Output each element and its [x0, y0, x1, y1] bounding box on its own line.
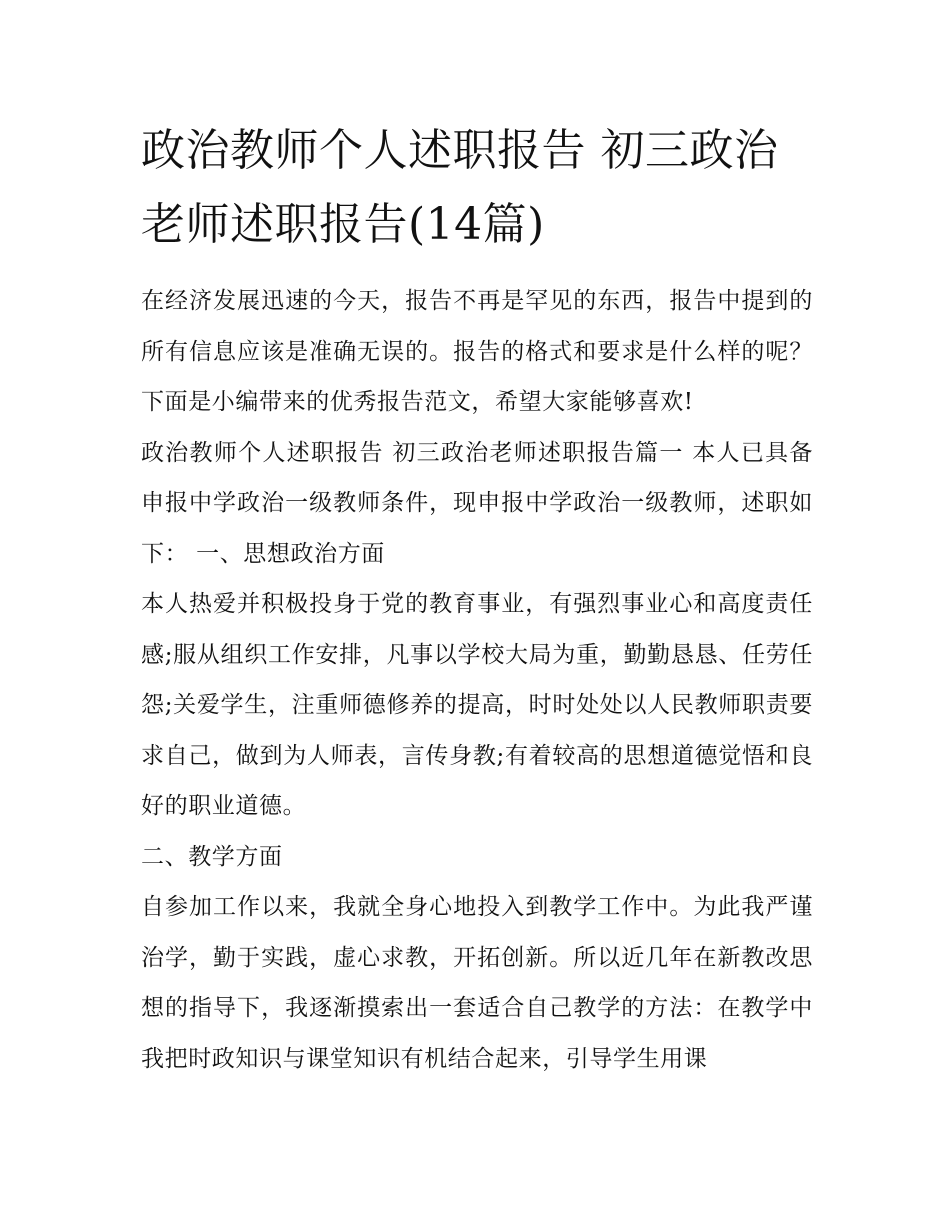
document-title: 政治教师个人述职报告 初三政治老师述职报告(14篇)	[141, 125, 779, 250]
paragraph-ideology: 本人热爱并积极投身于党的教育事业，有强烈事业心和高度责任感;服从组织工作安排，凡事以学校大局为重，勤勤恳恳、任劳任怨;关爱学生，注重师德修养的提高，时时处处以人民教师职责要求自己，做到为人师表，言传身教;有着较高的思想道德觉悟和良好的职业道德。	[141, 591, 813, 819]
paragraph-report-opening: 政治教师个人述职报告 初三政治老师述职报告篇一 本人已具备申报中学政治一级教师条件，现申报中学政治一级教师，述职如下： 一、思想政治方面	[141, 439, 813, 567]
section-heading-teaching: 二、教学方面	[141, 843, 283, 870]
paragraph-intro: 在经济发展迅速的今天，报告不再是罕见的东西，报告中提到的所有信息应该是准确无误的。报告的格式和要求是什么样的呢？下面是小编带来的优秀报告范文，希望大家能够喜欢!	[141, 288, 813, 415]
document-body	[141, 276, 813, 1084]
paragraph-teaching: 自参加工作以来，我就全身心地投入到教学工作中。为此我严谨治学，勤于实践，虚心求教，开拓创新。所以近几年在新教改思想的指导下，我逐渐摸索出一套适合自己教学的方法：在教学中我把时政知识与课堂知识有机结合起来，引导学生用课	[141, 894, 813, 1072]
